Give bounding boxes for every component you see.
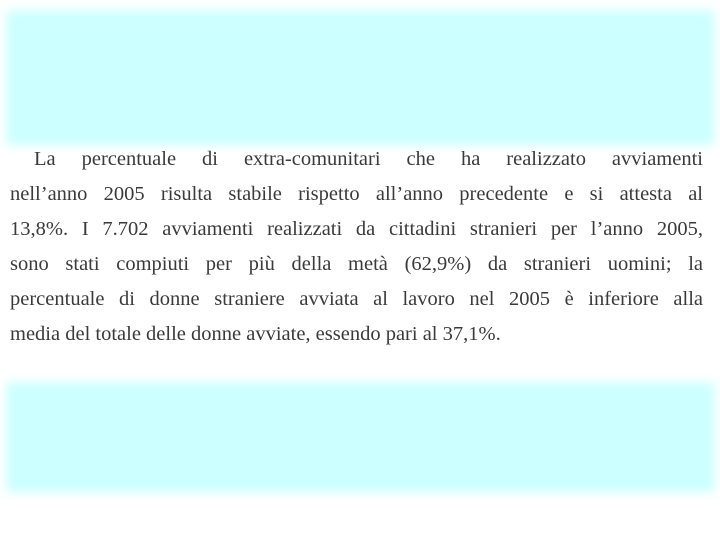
paragraph-line: 13,8%. I 7.702 avviamenti realizzati da cittadini stranieri per l’anno 2005, xyxy=(10,218,703,240)
bottom-cyan-band xyxy=(6,382,714,492)
paragraph-line: nell’anno 2005 risulta stabile rispetto all’anno precedente e si attesta al xyxy=(10,183,703,205)
paragraph xyxy=(10,142,703,352)
top-cyan-band xyxy=(6,10,714,145)
paragraph-line: sono stati compiuti per più della metà (62,9%) da stranieri uomini; la xyxy=(10,253,703,275)
paragraph-line: media del totale delle donne avviate, essendo pari al 37,1%. xyxy=(10,323,501,345)
paragraph-line: La percentuale di extra-comunitari che ha realizzato avviamenti xyxy=(34,148,703,170)
paragraph-line: percentuale di donne straniere avviata al lavoro nel 2005 è inferiore alla xyxy=(10,288,703,310)
